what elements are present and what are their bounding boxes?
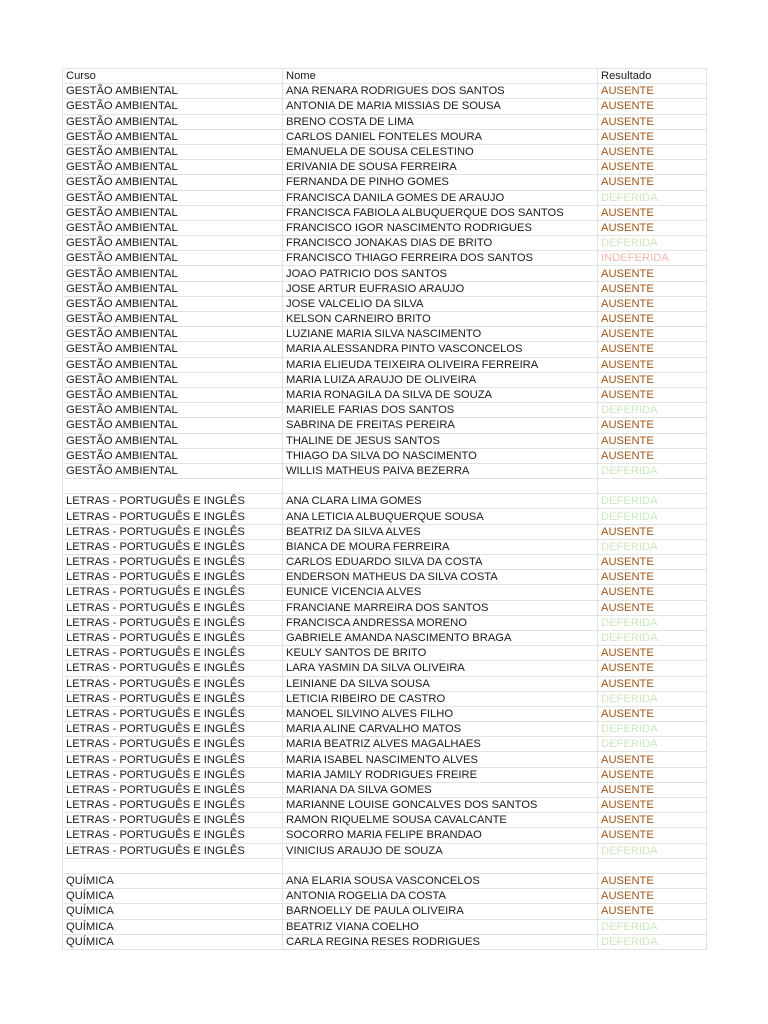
nome-cell: LETICIA RIBEIRO DE CASTRO	[283, 691, 598, 706]
resultado-cell: AUSENTE	[598, 904, 707, 919]
table-row	[63, 570, 707, 585]
table-row	[63, 676, 707, 691]
table-row	[63, 524, 707, 539]
nome-cell: MARIANNE LOUISE GONCALVES DOS SANTOS	[283, 798, 598, 813]
table-row	[63, 934, 707, 949]
curso-cell: GESTÃO AMBIENTAL	[63, 387, 283, 402]
nome-cell: SABRINA DE FREITAS PEREIRA	[283, 418, 598, 433]
table-row	[63, 175, 707, 190]
nome-cell: SOCORRO MARIA FELIPE BRANDAO	[283, 828, 598, 843]
table-row	[63, 114, 707, 129]
resultado-cell: DEFERIDA	[598, 691, 707, 706]
table-row	[63, 889, 707, 904]
resultado-cell: DEFERIDA	[598, 722, 707, 737]
resultado-cell: AUSENTE	[598, 266, 707, 281]
header-row	[63, 69, 707, 84]
curso-cell: GESTÃO AMBIENTAL	[63, 403, 283, 418]
table-row	[63, 646, 707, 661]
nome-cell: FRANCISCA DANILA GOMES DE ARAUJO	[283, 190, 598, 205]
table-row	[63, 630, 707, 645]
nome-cell: ANA CLARA LIMA GOMES	[283, 494, 598, 509]
curso-cell: LETRAS - PORTUGUÊS E INGLÊS	[63, 752, 283, 767]
resultado-cell: AUSENTE	[598, 646, 707, 661]
table-row	[63, 919, 707, 934]
resultado-cell: DEFERIDA	[598, 403, 707, 418]
nome-cell: CARLOS DANIEL FONTELES MOURA	[283, 129, 598, 144]
curso-cell: GESTÃO AMBIENTAL	[63, 418, 283, 433]
curso-cell: GESTÃO AMBIENTAL	[63, 312, 283, 327]
curso-cell: LETRAS - PORTUGUÊS E INGLÊS	[63, 615, 283, 630]
resultado-cell: DEFERIDA	[598, 463, 707, 478]
table-row	[63, 251, 707, 266]
curso-cell: LETRAS - PORTUGUÊS E INGLÊS	[63, 828, 283, 843]
table-row	[63, 555, 707, 570]
table-row	[63, 661, 707, 676]
nome-cell: FERNANDA DE PINHO GOMES	[283, 175, 598, 190]
resultado-cell: AUSENTE	[598, 813, 707, 828]
curso-cell: GESTÃO AMBIENTAL	[63, 220, 283, 235]
curso-cell: LETRAS - PORTUGUÊS E INGLÊS	[63, 767, 283, 782]
table-row	[63, 144, 707, 159]
nome-cell: MARIA RONAGILA DA SILVA DE SOUZA	[283, 387, 598, 402]
curso-cell: LETRAS - PORTUGUÊS E INGLÊS	[63, 630, 283, 645]
empty-cell	[283, 479, 598, 494]
curso-cell: LETRAS - PORTUGUÊS E INGLÊS	[63, 661, 283, 676]
nome-cell: CARLOS EDUARDO SILVA DA COSTA	[283, 555, 598, 570]
nome-cell: LEINIANE DA SILVA SOUSA	[283, 676, 598, 691]
table-row	[63, 84, 707, 99]
table-row	[63, 737, 707, 752]
resultado-cell: AUSENTE	[598, 418, 707, 433]
resultado-cell: AUSENTE	[598, 752, 707, 767]
results-table	[62, 68, 707, 950]
empty-cell	[63, 858, 283, 873]
curso-cell: LETRAS - PORTUGUÊS E INGLÊS	[63, 676, 283, 691]
nome-cell: BRENO COSTA DE LIMA	[283, 114, 598, 129]
curso-cell: LETRAS - PORTUGUÊS E INGLÊS	[63, 509, 283, 524]
nome-cell: KEULY SANTOS DE BRITO	[283, 646, 598, 661]
nome-cell: FRANCIANE MARREIRA DOS SANTOS	[283, 600, 598, 615]
nome-cell: BIANCA DE MOURA FERREIRA	[283, 539, 598, 554]
curso-cell: GESTÃO AMBIENTAL	[63, 463, 283, 478]
table-row	[63, 615, 707, 630]
curso-cell: QUÍMICA	[63, 934, 283, 949]
curso-cell: QUÍMICA	[63, 889, 283, 904]
nome-cell: JOAO PATRICIO DOS SANTOS	[283, 266, 598, 281]
curso-cell: LETRAS - PORTUGUÊS E INGLÊS	[63, 813, 283, 828]
curso-cell: LETRAS - PORTUGUÊS E INGLÊS	[63, 722, 283, 737]
table-row	[63, 296, 707, 311]
header-curso: Curso	[63, 69, 283, 84]
resultado-cell: AUSENTE	[598, 205, 707, 220]
curso-cell: GESTÃO AMBIENTAL	[63, 144, 283, 159]
curso-cell: GESTÃO AMBIENTAL	[63, 327, 283, 342]
resultado-cell: AUSENTE	[598, 160, 707, 175]
table-row	[63, 813, 707, 828]
resultado-cell: DEFERIDA	[598, 737, 707, 752]
curso-cell: GESTÃO AMBIENTAL	[63, 160, 283, 175]
table-row	[63, 798, 707, 813]
table-row	[63, 843, 707, 858]
table-row	[63, 312, 707, 327]
table-row	[63, 387, 707, 402]
nome-cell: ANTONIA ROGELIA DA COSTA	[283, 889, 598, 904]
resultado-cell: AUSENTE	[598, 296, 707, 311]
header-nome: Nome	[283, 69, 598, 84]
resultado-cell: AUSENTE	[598, 570, 707, 585]
curso-cell: GESTÃO AMBIENTAL	[63, 190, 283, 205]
resultado-cell: DEFERIDA	[598, 630, 707, 645]
table-row	[63, 509, 707, 524]
nome-cell: MARIA ALESSANDRA PINTO VASCONCELOS	[283, 342, 598, 357]
curso-cell: LETRAS - PORTUGUÊS E INGLÊS	[63, 524, 283, 539]
table-row	[63, 372, 707, 387]
curso-cell: GESTÃO AMBIENTAL	[63, 266, 283, 281]
nome-cell: ERIVANIA DE SOUSA FERREIRA	[283, 160, 598, 175]
nome-cell: FRANCISCA FABIOLA ALBUQUERQUE DOS SANTOS	[283, 205, 598, 220]
resultado-cell: AUSENTE	[598, 782, 707, 797]
nome-cell: THIAGO DA SILVA DO NASCIMENTO	[283, 448, 598, 463]
nome-cell: RAMON RIQUELME SOUSA CAVALCANTE	[283, 813, 598, 828]
table-row	[63, 873, 707, 888]
resultado-cell: AUSENTE	[598, 600, 707, 615]
table-row	[63, 160, 707, 175]
nome-cell: EMANUELA DE SOUSA CELESTINO	[283, 144, 598, 159]
nome-cell: MARIA LUIZA ARAUJO DE OLIVEIRA	[283, 372, 598, 387]
curso-cell: QUÍMICA	[63, 904, 283, 919]
nome-cell: FRANCISCO JONAKAS DIAS DE BRITO	[283, 236, 598, 251]
resultado-cell: AUSENTE	[598, 327, 707, 342]
resultado-cell: AUSENTE	[598, 144, 707, 159]
curso-cell: QUÍMICA	[63, 919, 283, 934]
resultado-cell: AUSENTE	[598, 357, 707, 372]
resultado-cell: INDEFERIDA	[598, 251, 707, 266]
resultado-cell: AUSENTE	[598, 220, 707, 235]
table-row	[63, 205, 707, 220]
resultado-cell: AUSENTE	[598, 767, 707, 782]
curso-cell: GESTÃO AMBIENTAL	[63, 129, 283, 144]
resultado-cell: AUSENTE	[598, 706, 707, 721]
table-row	[63, 752, 707, 767]
nome-cell: FRANCISCA ANDRESSA MORENO	[283, 615, 598, 630]
nome-cell: MARIANA DA SILVA GOMES	[283, 782, 598, 797]
resultado-cell: DEFERIDA	[598, 919, 707, 934]
curso-cell: LETRAS - PORTUGUÊS E INGLÊS	[63, 539, 283, 554]
table-row	[63, 403, 707, 418]
table-row	[63, 722, 707, 737]
table-row	[63, 266, 707, 281]
header-resultado: Resultado	[598, 69, 707, 84]
curso-cell: LETRAS - PORTUGUÊS E INGLÊS	[63, 585, 283, 600]
curso-cell: LETRAS - PORTUGUÊS E INGLÊS	[63, 600, 283, 615]
curso-cell: GESTÃO AMBIENTAL	[63, 99, 283, 114]
curso-cell: GESTÃO AMBIENTAL	[63, 342, 283, 357]
table-row	[63, 129, 707, 144]
nome-cell: LARA YASMIN DA SILVA OLIVEIRA	[283, 661, 598, 676]
table-row	[63, 494, 707, 509]
nome-cell: ANA ELARIA SOUSA VASCONCELOS	[283, 873, 598, 888]
table-row	[63, 767, 707, 782]
resultado-cell: DEFERIDA	[598, 190, 707, 205]
nome-cell: ENDERSON MATHEUS DA SILVA COSTA	[283, 570, 598, 585]
table-row	[63, 190, 707, 205]
resultado-cell: DEFERIDA	[598, 494, 707, 509]
table-row	[63, 782, 707, 797]
curso-cell: GESTÃO AMBIENTAL	[63, 433, 283, 448]
empty-cell	[598, 479, 707, 494]
curso-cell: LETRAS - PORTUGUÊS E INGLÊS	[63, 494, 283, 509]
table-row	[63, 281, 707, 296]
nome-cell: VINICIUS ARAUJO DE SOUZA	[283, 843, 598, 858]
resultado-cell: AUSENTE	[598, 433, 707, 448]
nome-cell: ANTONIA DE MARIA MISSIAS DE SOUSA	[283, 99, 598, 114]
resultado-cell: AUSENTE	[598, 448, 707, 463]
curso-cell: LETRAS - PORTUGUÊS E INGLÊS	[63, 570, 283, 585]
resultado-cell: AUSENTE	[598, 372, 707, 387]
resultado-cell: DEFERIDA	[598, 934, 707, 949]
table-row	[63, 585, 707, 600]
nome-cell: BEATRIZ DA SILVA ALVES	[283, 524, 598, 539]
curso-cell: GESTÃO AMBIENTAL	[63, 357, 283, 372]
nome-cell: ANA LETICIA ALBUQUERQUE SOUSA	[283, 509, 598, 524]
resultado-cell: AUSENTE	[598, 889, 707, 904]
resultado-cell: DEFERIDA	[598, 843, 707, 858]
results-sheet	[62, 68, 706, 950]
curso-cell: LETRAS - PORTUGUÊS E INGLÊS	[63, 737, 283, 752]
table-row	[63, 448, 707, 463]
resultado-cell: AUSENTE	[598, 524, 707, 539]
nome-cell: MARIA ISABEL NASCIMENTO ALVES	[283, 752, 598, 767]
table-row	[63, 357, 707, 372]
group-separator-row	[63, 479, 707, 494]
nome-cell: EUNICE VICENCIA ALVES	[283, 585, 598, 600]
resultado-cell: AUSENTE	[598, 661, 707, 676]
nome-cell: LUZIANE MARIA SILVA NASCIMENTO	[283, 327, 598, 342]
table-row	[63, 463, 707, 478]
table-row	[63, 600, 707, 615]
nome-cell: JOSE ARTUR EUFRASIO ARAUJO	[283, 281, 598, 296]
curso-cell: GESTÃO AMBIENTAL	[63, 251, 283, 266]
resultado-cell: AUSENTE	[598, 585, 707, 600]
empty-cell	[283, 858, 598, 873]
curso-cell: GESTÃO AMBIENTAL	[63, 372, 283, 387]
nome-cell: MARIELE FARIAS DOS SANTOS	[283, 403, 598, 418]
curso-cell: GESTÃO AMBIENTAL	[63, 448, 283, 463]
nome-cell: MARIA BEATRIZ ALVES MAGALHAES	[283, 737, 598, 752]
results-body	[63, 84, 707, 950]
nome-cell: WILLIS MATHEUS PAIVA BEZERRA	[283, 463, 598, 478]
resultado-cell: DEFERIDA	[598, 539, 707, 554]
curso-cell: GESTÃO AMBIENTAL	[63, 114, 283, 129]
resultado-cell: AUSENTE	[598, 281, 707, 296]
group-separator-row	[63, 858, 707, 873]
resultado-cell: AUSENTE	[598, 129, 707, 144]
table-row	[63, 236, 707, 251]
curso-cell: LETRAS - PORTUGUÊS E INGLÊS	[63, 782, 283, 797]
resultado-cell: AUSENTE	[598, 828, 707, 843]
curso-cell: LETRAS - PORTUGUÊS E INGLÊS	[63, 706, 283, 721]
table-row	[63, 220, 707, 235]
resultado-cell: AUSENTE	[598, 676, 707, 691]
curso-cell: GESTÃO AMBIENTAL	[63, 175, 283, 190]
nome-cell: BEATRIZ VIANA COELHO	[283, 919, 598, 934]
resultado-cell: AUSENTE	[598, 387, 707, 402]
nome-cell: FRANCISCO IGOR NASCIMENTO RODRIGUES	[283, 220, 598, 235]
nome-cell: MARIA ALINE CARVALHO MATOS	[283, 722, 598, 737]
table-row	[63, 904, 707, 919]
nome-cell: JOSE VALCELIO DA SILVA	[283, 296, 598, 311]
curso-cell: GESTÃO AMBIENTAL	[63, 84, 283, 99]
curso-cell: QUÍMICA	[63, 873, 283, 888]
table-row	[63, 706, 707, 721]
nome-cell: CARLA REGINA RESES RODRIGUES	[283, 934, 598, 949]
curso-cell: LETRAS - PORTUGUÊS E INGLÊS	[63, 843, 283, 858]
table-row	[63, 418, 707, 433]
curso-cell: LETRAS - PORTUGUÊS E INGLÊS	[63, 798, 283, 813]
table-row	[63, 99, 707, 114]
nome-cell: GABRIELE AMANDA NASCIMENTO BRAGA	[283, 630, 598, 645]
table-row	[63, 691, 707, 706]
resultado-cell: AUSENTE	[598, 798, 707, 813]
table-row	[63, 828, 707, 843]
table-row	[63, 539, 707, 554]
resultado-cell: AUSENTE	[598, 873, 707, 888]
resultado-cell: AUSENTE	[598, 312, 707, 327]
resultado-cell: AUSENTE	[598, 99, 707, 114]
curso-cell: GESTÃO AMBIENTAL	[63, 296, 283, 311]
curso-cell: GESTÃO AMBIENTAL	[63, 205, 283, 220]
resultado-cell: AUSENTE	[598, 114, 707, 129]
resultado-cell: AUSENTE	[598, 342, 707, 357]
nome-cell: MARIA ELIEUDA TEIXEIRA OLIVEIRA FERREIRA	[283, 357, 598, 372]
table-row	[63, 433, 707, 448]
empty-cell	[598, 858, 707, 873]
curso-cell: GESTÃO AMBIENTAL	[63, 281, 283, 296]
table-row	[63, 327, 707, 342]
resultado-cell: DEFERIDA	[598, 509, 707, 524]
nome-cell: MARIA JAMILY RODRIGUES FREIRE	[283, 767, 598, 782]
nome-cell: THALINE DE JESUS SANTOS	[283, 433, 598, 448]
nome-cell: FRANCISCO THIAGO FERREIRA DOS SANTOS	[283, 251, 598, 266]
curso-cell: LETRAS - PORTUGUÊS E INGLÊS	[63, 555, 283, 570]
nome-cell: BARNOELLY DE PAULA OLIVEIRA	[283, 904, 598, 919]
curso-cell: GESTÃO AMBIENTAL	[63, 236, 283, 251]
nome-cell: MANOEL SILVINO ALVES FILHO	[283, 706, 598, 721]
table-row	[63, 342, 707, 357]
nome-cell: KELSON CARNEIRO BRITO	[283, 312, 598, 327]
resultado-cell: AUSENTE	[598, 555, 707, 570]
curso-cell: LETRAS - PORTUGUÊS E INGLÊS	[63, 646, 283, 661]
resultado-cell: DEFERIDA	[598, 615, 707, 630]
nome-cell: ANA RENARA RODRIGUES DOS SANTOS	[283, 84, 598, 99]
curso-cell: LETRAS - PORTUGUÊS E INGLÊS	[63, 691, 283, 706]
empty-cell	[63, 479, 283, 494]
resultado-cell: AUSENTE	[598, 84, 707, 99]
resultado-cell: AUSENTE	[598, 175, 707, 190]
resultado-cell: DEFERIDA	[598, 236, 707, 251]
